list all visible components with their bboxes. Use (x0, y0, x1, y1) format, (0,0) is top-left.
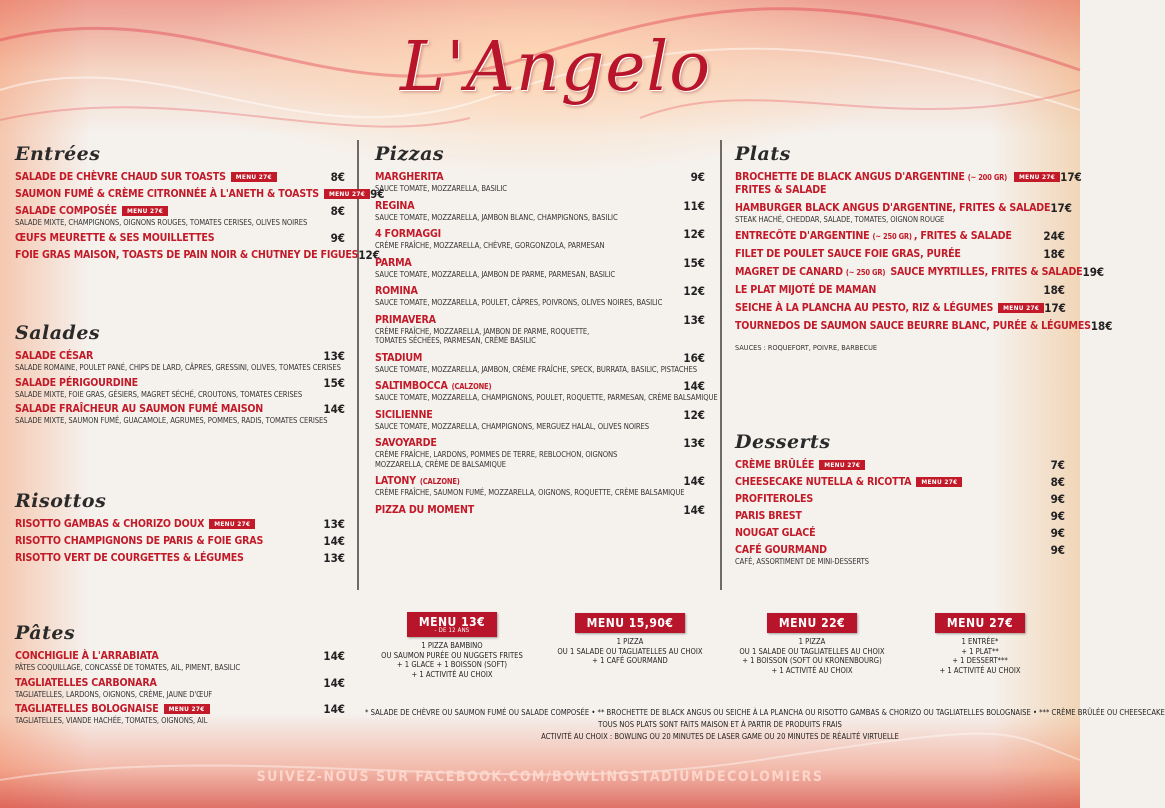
menu-badge: MENU 27€ (231, 172, 277, 182)
menu-badge: MENU 27€ (324, 189, 370, 199)
item-price: 7€ (1050, 458, 1065, 472)
plat-name-tail: , FRITES & SALADE (913, 229, 1012, 242)
pizza-description: CRÈME FRAÎCHE, MOZZARELLA, JAMBON DE PARME, ROQUETTE, (375, 326, 590, 336)
pizza-name (375, 257, 412, 270)
risottos-list (15, 518, 345, 565)
item-name-text: PARIS BREST (735, 510, 802, 522)
menu-lines (372, 641, 532, 679)
item-description: SALADE MIXTE, CHAMPIGNONS, OIGNONS ROUGES, TOMATES CERISES, OLIVES NOIRES (15, 218, 308, 227)
menu-item-row (15, 677, 345, 690)
menu-line: 1 PIZZA (798, 637, 826, 646)
pizza-tag: (CALZONE) (451, 382, 492, 391)
menu-line: 1 PIZZA (616, 637, 644, 646)
menu-item-row (15, 205, 345, 218)
section-title: Salades (15, 322, 101, 344)
item-name-text: SALADE COMPOSÉE (15, 205, 117, 217)
plat-item (735, 248, 1065, 261)
pizza-description: CRÈME FRAÎCHE, SAUMON FUMÉ, MOZZARELLA, OIGNONS, ROQUETTE, CRÈME BALSAMIQUE (375, 488, 685, 497)
pizza-row (375, 475, 705, 488)
item-name (15, 205, 168, 218)
plat-weight: (~ 250 GR) (872, 231, 912, 241)
item-name-text: RISOTTO GAMBAS & CHORIZO DOUX (15, 518, 205, 530)
menu-item-row (735, 493, 1065, 506)
sauces-note: SAUCES : ROQUEFORT, POIVRE, BARBECUE (735, 342, 878, 352)
item-name (735, 527, 815, 540)
plat-name (735, 171, 1060, 184)
plat-row (735, 318, 1113, 333)
plat-row (735, 170, 1082, 184)
pizza-price: 12€ (683, 284, 705, 298)
item-description: TAGLIATELLES, LARDONS, OIGNONS, CRÈME, JAUNE D'ŒUF (15, 689, 213, 699)
plat-row (735, 302, 1065, 315)
pizza-name (375, 285, 418, 298)
item-name (15, 188, 370, 201)
column-divider-left (357, 140, 359, 590)
item-name (15, 377, 138, 390)
pizza-item (375, 409, 705, 432)
pizza-item (375, 314, 705, 346)
pizza-price: 11€ (683, 198, 705, 213)
pizza-description: TOMATES SÉCHÉES, PARMESAN, CRÈME BASILIC (375, 336, 536, 345)
item-price: 14€ (323, 702, 345, 716)
plat-name (735, 202, 1050, 215)
menu-item (15, 205, 345, 228)
pizza-description: CRÈME FRAÎCHE, MOZZARELLA, CHÈVRE, GORGONZOLA, PARMESAN (375, 241, 605, 250)
item-name (15, 552, 244, 565)
menu-item (735, 493, 1065, 506)
plat-description: STEAK HACHÉ, CHEDDAR, SALADE, TOMATES, OIGNON ROUGE (735, 215, 945, 224)
section-title: Desserts (735, 431, 831, 453)
plats-list (735, 170, 1113, 333)
plat-name-text: HAMBURGER BLACK ANGUS D'ARGENTINE, FRITES & SALADE (735, 202, 1051, 214)
item-name-text: ŒUFS MEURETTE & SES MOUILLETTES (15, 231, 215, 244)
item-name (15, 171, 277, 184)
pizza-row (375, 257, 705, 270)
menu-item (15, 650, 345, 673)
menu-line: 1 ENTRÉE* (961, 637, 999, 646)
pizza-row (375, 171, 705, 184)
note-line: * SALADE DE CHÈVRE OU SAUMON FUMÉ OU SALADE COMPOSÉE • ** BROCHETTE DE BLACK ANGUS OU SEICHE À LA PLANCHA OU RISOTTO GAMBAS & CHORIZO OU TAGLIATELLES BOLOGNAISE • *** CRÈME BRÛLÉE OU CHEESECAKE (365, 708, 1165, 717)
plat-price: 17€ (1050, 201, 1072, 215)
menu-item-row (15, 403, 345, 416)
item-name-text: CONCHIGLIE À L'ARRABIATA (15, 650, 159, 662)
desserts-list (735, 459, 1065, 567)
section-title: Risottos (15, 490, 107, 512)
item-name-text: TAGLIATELLES CARBONARA (15, 676, 157, 689)
plat-name-text: SEICHE À LA PLANCHA AU PESTO, RIZ & LÉGUMES (735, 301, 994, 314)
menu-item (15, 377, 345, 400)
item-price: 9€ (1050, 543, 1065, 557)
menu-item (15, 677, 345, 700)
item-price: 14€ (323, 649, 345, 663)
item-name-text: TAGLIATELLES BOLOGNAISE (15, 703, 159, 715)
pizza-row (375, 409, 705, 422)
menu-item (735, 476, 1065, 489)
menu-item (15, 171, 345, 184)
pizza-description: SAUCE TOMATE, MOZZARELLA, JAMBON DE PARME, PARMESAN, BASILIC (375, 269, 616, 279)
item-price: 9€ (1050, 526, 1065, 540)
menu-item (735, 510, 1065, 523)
pizza-name-text: ROMINA (375, 285, 418, 297)
pizzas-list (375, 170, 718, 517)
plat-name-text: LE PLAT MIJOTÉ DE MAMAN (735, 283, 877, 296)
plat-name (735, 230, 1012, 243)
pizza-item (375, 200, 705, 223)
menu-item (15, 552, 345, 565)
pizza-name (375, 380, 491, 393)
menu-line: OU 1 SALADE OU TAGLIATELLES AU CHOIX (739, 646, 885, 656)
pizza-name (375, 409, 433, 422)
item-name-text: CAFÉ GOURMAND (735, 544, 827, 556)
menu-badge: MENU 27€ (1014, 172, 1060, 182)
plat-row (735, 264, 1105, 279)
menu-item-row (15, 350, 345, 363)
pizza-price: 14€ (683, 502, 705, 517)
menu-item (15, 232, 345, 245)
menu-item-row (15, 650, 345, 663)
plat-price: 18€ (1043, 282, 1065, 297)
pizza-name-text: PARMA (375, 256, 412, 269)
plat-name (735, 266, 1083, 279)
pizza-name (375, 314, 436, 327)
pizza-description: SAUCE TOMATE, MOZZARELLA, JAMBON, CRÈME FRAÎCHE, SPECK, BURRATA, BASILIC, PISTACHES (375, 364, 697, 374)
menu-item (15, 247, 380, 262)
menu-13-box (372, 612, 532, 679)
menu-item-row (15, 232, 345, 245)
plat-name (735, 284, 876, 297)
item-name-text: SAUMON FUMÉ & CRÈME CITRONNÉE À L'ANETH & TOASTS (15, 188, 319, 200)
plat-price: 18€ (1090, 318, 1113, 333)
item-price: 15€ (323, 375, 345, 390)
menu-badge: MENU 27€ (164, 704, 210, 714)
item-name-text: SALADE DE CHÈVRE CHAUD SUR TOASTS (15, 171, 226, 183)
pizza-price: 14€ (683, 379, 705, 393)
pizza-row (375, 437, 705, 450)
menu-badge: MENU 27€ (209, 519, 255, 529)
plat-name-line2: FRITES & SALADE (735, 184, 827, 196)
plat-price: 19€ (1082, 264, 1105, 279)
menu-item-row (15, 535, 345, 548)
item-price: 14€ (323, 402, 345, 416)
item-description: CAFÉ, ASSORTIMENT DE MINI-DESSERTS (735, 557, 869, 566)
pizza-description: MOZZARELLA, CRÈME DE BALSAMIQUE (375, 459, 506, 469)
menu-badge: MENU 27€ (819, 460, 865, 470)
pizza-item (375, 504, 705, 517)
menu-line: + 1 ACTIVITÉ AU CHOIX (411, 669, 493, 679)
item-name-text: RISOTTO CHAMPIGNONS DE PARIS & FOIE GRAS (15, 535, 264, 547)
menu-item-row (15, 247, 380, 262)
pizza-name-text: REGINA (375, 199, 415, 212)
plat-name-text: FILET DE POULET SAUCE FOIE GRAS, PURÉE (735, 247, 961, 260)
menu-ribbon: MENU 22€ (767, 613, 857, 633)
item-name (735, 510, 802, 523)
item-description: TAGLIATELLES, VIANDE HACHÉE, TOMATES, OIGNONS, AIL (15, 716, 208, 725)
pizza-name-text: SALTIMBOCCA (375, 380, 448, 392)
menu-badge: MENU 27€ (916, 477, 962, 487)
menu-item-row (15, 187, 385, 201)
menu-line: + 1 CAFÉ GOURMAND (592, 656, 668, 665)
pizza-row (375, 314, 705, 327)
pizza-price: 13€ (683, 436, 705, 450)
menu-item-row (15, 552, 345, 565)
pates-list (15, 650, 345, 726)
plat-price: 17€ (1060, 170, 1082, 184)
plat-item (735, 284, 1065, 297)
section-title: Entrées (15, 143, 101, 165)
menu-line: 1 PIZZA BAMBINO (421, 641, 483, 650)
facebook-link[interactable]: SUIVEZ-NOUS SUR FACEBOOK.COM/BOWLINGSTADIUMDECOLOMIERS (256, 769, 824, 785)
item-description: PÂTES COQUILLAGE, CONCASSÉ DE TOMATES, AIL, PIMENT, BASILIC (15, 663, 241, 672)
menu-badge: MENU 27€ (122, 206, 168, 216)
plat-item (735, 201, 1072, 225)
menu-item (735, 527, 1065, 540)
menu-item (15, 403, 345, 426)
item-name (15, 350, 93, 363)
pizza-tag: (CALZONE) (419, 477, 460, 486)
item-name (15, 677, 157, 690)
item-price: 9€ (330, 230, 345, 245)
pizza-description: SAUCE TOMATE, MOZZARELLA, CHAMPIGNONS, POULET, ROQUETTE, PARMESAN, CRÈME BALSAMIQUE (375, 393, 718, 402)
pizza-item (375, 352, 705, 375)
item-price: 13€ (323, 349, 345, 363)
pizza-price: 16€ (683, 350, 705, 365)
section-title: Plats (735, 143, 791, 165)
menu-item (15, 350, 345, 373)
pizza-name (375, 352, 422, 365)
item-name (15, 249, 358, 262)
plat-price: 17€ (1044, 300, 1066, 315)
plat-name (735, 320, 1091, 333)
menu-item (15, 518, 345, 531)
menu-27-box (900, 612, 1060, 675)
menu-item (15, 703, 345, 726)
plat-row (735, 284, 1065, 297)
pizza-name (375, 475, 460, 488)
pates-section (15, 622, 345, 730)
pizza-item (375, 475, 705, 498)
menu-ribbon: MENU 13€ - DE 12 ANS (407, 612, 497, 637)
pizza-row (375, 352, 705, 365)
pizza-item (375, 437, 705, 469)
pizza-price: 13€ (683, 312, 705, 327)
pizza-item (375, 285, 705, 308)
item-name (735, 493, 813, 506)
pizza-row (375, 228, 705, 241)
pizza-name-text: MARGHERITA (375, 171, 444, 183)
menu-line: + 1 ACTIVITÉ AU CHOIX (939, 665, 1021, 675)
menu-lines (732, 637, 892, 675)
menu-line: OU SAUMON PURÉE OU NUGGETS FRITES (381, 650, 523, 660)
item-price: 9€ (1050, 509, 1065, 523)
plat-weight: (~ 250 GR) (845, 267, 886, 277)
menu-item (735, 459, 1065, 472)
pizza-description: SAUCE TOMATE, MOZZARELLA, CHAMPIGNONS, MERGUEZ HALAL, OLIVES NOIRES (375, 421, 650, 431)
pizza-price: 12€ (683, 407, 705, 422)
menu-line: + 1 ACTIVITÉ AU CHOIX (771, 665, 853, 675)
pizza-price: 14€ (683, 474, 705, 488)
item-name (15, 232, 214, 245)
pizza-row (375, 380, 705, 393)
pizza-name (375, 171, 443, 184)
pizza-name (375, 504, 474, 517)
pizza-item (375, 257, 705, 280)
menu-lines (900, 637, 1060, 675)
item-name (15, 703, 210, 716)
item-name-text: SALADE CÉSAR (15, 350, 94, 362)
item-name-text: RISOTTO VERT DE COURGETTES & LÉGUMES (15, 552, 244, 564)
plat-item (735, 170, 1082, 197)
pizza-row (375, 285, 705, 298)
salades-list (15, 350, 345, 426)
menu-item-row (15, 518, 345, 531)
menu-item (15, 187, 385, 201)
plat-item (735, 264, 1105, 279)
item-price: 13€ (323, 551, 345, 565)
plat-row (735, 248, 1065, 261)
column-divider-right (720, 140, 722, 590)
item-name-text: PROFITEROLES (735, 493, 813, 505)
item-name-text: FOIE GRAS MAISON, TOASTS DE PAIN NOIR & CHUTNEY DE FIGUES (15, 248, 359, 261)
restaurant-logo: L'Angelo (400, 28, 712, 107)
pizza-name-text: STADIUM (375, 351, 423, 364)
menu-item-row (15, 703, 345, 716)
menu-item-row (735, 459, 1065, 472)
item-price: 14€ (323, 534, 345, 548)
pizza-item (375, 228, 705, 251)
menu-line: + 1 DESSERT*** (952, 656, 1008, 665)
note-line: TOUS NOS PLATS SONT FAITS MAISON ET À PARTIR DE PRODUITS FRAIS (598, 720, 842, 729)
note-line: ACTIVITÉ AU CHOIX : BOWLING OU 20 MINUTES DE LASER GAME OU 20 MINUTES DE RÉALITÉ VIRTUELLE (541, 732, 899, 741)
item-name-text: NOUGAT GLACÉ (735, 527, 816, 539)
pizza-description: SAUCE TOMATE, MOZZARELLA, BASILIC (375, 184, 507, 193)
desserts-section (735, 431, 1065, 571)
pizza-name-text: SICILIENNE (375, 408, 433, 421)
pizza-price: 9€ (690, 170, 705, 184)
item-description: SALADE MIXTE, FOIE GRAS, GÉSIERS, MAGRET SÉCHÉ, CROUTONS, TOMATES CERISES (15, 389, 303, 399)
item-name (735, 459, 865, 472)
plat-price: 24€ (1043, 228, 1065, 243)
pizza-name-text: PRIMAVERA (375, 313, 436, 326)
plats-section (735, 143, 1113, 352)
menu-item-row (735, 476, 1065, 489)
item-name (15, 650, 159, 663)
menu-item-row (735, 527, 1065, 540)
item-description: SALADE ROMAINE, POULET PANÉ, CHIPS DE LARD, CÂPRES, GRESSINI, OLIVES, TOMATES CERISES (15, 363, 341, 372)
plat-name (735, 302, 1044, 315)
item-name-text: CRÈME BRÛLÉE (735, 459, 815, 471)
menu-22-box (732, 612, 892, 675)
plat-item (735, 318, 1113, 333)
menu-item (735, 544, 1065, 567)
plat-row (735, 201, 1072, 215)
menu-item-row (735, 544, 1065, 557)
item-name (735, 476, 962, 489)
menu-notes (365, 707, 1165, 743)
item-price: 14€ (323, 675, 345, 690)
pizza-price: 15€ (683, 255, 705, 270)
plat-item (735, 230, 1065, 243)
menu-line: + 1 BOISSON (SOFT OU KRONENBOURG) (742, 656, 882, 665)
pizza-name (375, 200, 414, 213)
pizza-description: SAUCE TOMATE, MOZZARELLA, POULET, CÂPRES, POIVRONS, OLIVES NOIRES, BASILIC (375, 298, 663, 307)
item-name-text: SALADE PÉRIGOURDINE (15, 376, 138, 389)
section-title: Pizzas (375, 143, 445, 165)
pizza-name (375, 437, 437, 450)
menu-item-row (15, 171, 345, 184)
pizza-description: CRÈME FRAÎCHE, LARDONS, POMMES DE TERRE, REBLOCHON, OIGNONS (375, 450, 618, 459)
pizza-row (375, 200, 705, 213)
item-price: 12€ (358, 247, 380, 262)
plat-weight: (~ 200 GR) (967, 173, 1008, 182)
item-description: SALADE MIXTE, SAUMON FUMÉ, GUACAMOLE, AGRUMES, POMMES, RADIS, TOMATES CERISES (15, 416, 328, 425)
plat-name (735, 248, 961, 261)
salades-section (15, 322, 345, 430)
plat-name-tail: SAUCE MYRTILLES, FRITES & SALADE (887, 265, 1083, 278)
pizza-description: SAUCE TOMATE, MOZZARELLA, JAMBON BLANC, CHAMPIGNONS, BASILIC (375, 212, 618, 222)
pizza-price: 12€ (683, 227, 705, 241)
pizzas-section (375, 143, 718, 523)
menu-ribbon: MENU 27€ (935, 613, 1025, 633)
item-price: 9€ (370, 187, 385, 201)
menu-ribbon: MENU 15,90€ (575, 613, 686, 633)
item-price: 8€ (1050, 475, 1065, 489)
menu-lines (550, 637, 710, 666)
pizza-item (375, 171, 705, 194)
plat-name-text: MAGRET DE CANARD (735, 265, 843, 278)
plat-name-text: TOURNEDOS DE SAUMON SAUCE BEURRE BLANC, PURÉE & LÉGUMES (735, 319, 1091, 332)
risottos-section (15, 490, 345, 569)
plat-item (735, 302, 1065, 315)
item-name (15, 535, 263, 548)
item-name (15, 403, 263, 416)
pizza-name-text: 4 FORMAGGI (375, 228, 441, 240)
section-title: Pâtes (15, 622, 76, 644)
plat-name-text: ENTRECÔTE D'ARGENTINE (735, 229, 870, 242)
item-name-text: SALADE FRAÎCHEUR AU SAUMON FUMÉ MAISON (15, 403, 264, 415)
menu-line: + 1 GLACE + 1 BOISSON (SOFT) (396, 660, 508, 669)
pizza-name (375, 228, 441, 241)
item-price: 8€ (330, 204, 345, 218)
item-name-text: CHEESECAKE NUTELLA & RICOTTA (735, 476, 912, 488)
menu-line: OU 1 SALADE OU TAGLIATELLES AU CHOIX (557, 646, 703, 656)
plat-row (735, 230, 1065, 243)
pizza-row (375, 504, 705, 517)
pizza-item (375, 379, 718, 403)
plat-name-text: BROCHETTE DE BLACK ANGUS D'ARGENTINE (735, 171, 965, 183)
menu-item-row (735, 510, 1065, 523)
menu-line: + 1 PLAT** (961, 646, 999, 656)
menu-item-row (15, 377, 345, 390)
item-name (735, 544, 827, 557)
item-price: 9€ (1050, 492, 1065, 506)
entrees-list (15, 170, 385, 262)
pizza-name-text: PIZZA DU MOMENT (375, 503, 475, 516)
item-price: 13€ (323, 517, 345, 531)
plat-price: 18€ (1043, 246, 1065, 261)
menu-1590-box (550, 612, 710, 666)
item-name (15, 518, 255, 531)
pizza-name-text: LATONY (375, 475, 416, 487)
pizza-name-text: SAVOYARDE (375, 437, 437, 449)
entrees-section (15, 143, 385, 266)
menu-item (15, 535, 345, 548)
menu-badge: MENU 27€ (998, 303, 1044, 313)
item-price: 8€ (330, 170, 345, 184)
